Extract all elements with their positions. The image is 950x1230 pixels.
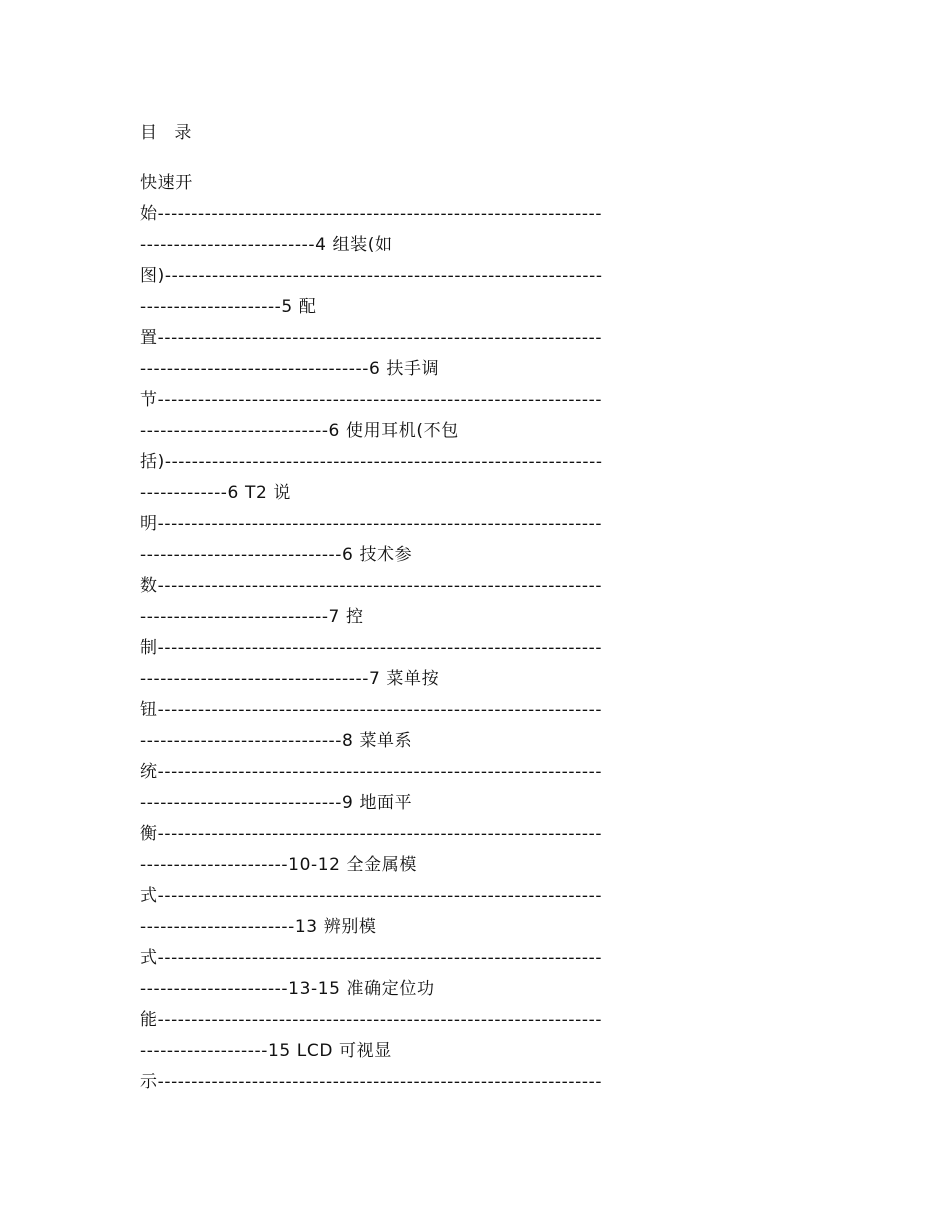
toc-list: [140, 168, 810, 1098]
toc-line: 始------------------------------------------------------------------: [140, 204, 603, 224]
toc-line: ---------------------5 配: [140, 297, 317, 317]
toc-line: -------------6 T2 说: [140, 483, 291, 503]
toc-line: 衡------------------------------------------------------------------: [140, 824, 603, 844]
toc-line: ----------------------------------7 菜单按: [140, 669, 440, 689]
toc-line: ----------------------------------6 扶手调: [140, 359, 440, 379]
toc-line: ----------------------------6 使用耳机(不包: [140, 421, 459, 441]
toc-line: 数------------------------------------------------------------------: [140, 576, 603, 596]
toc-line: ------------------------------9 地面平: [140, 793, 413, 813]
toc-line: 式------------------------------------------------------------------: [140, 886, 603, 906]
toc-line: 括)-----------------------------------------------------------------: [140, 452, 603, 472]
toc-line: ----------------------10-12 全金属模: [140, 855, 417, 875]
toc-line: 制------------------------------------------------------------------: [140, 638, 603, 658]
toc-line: ------------------------------6 技术参: [140, 545, 413, 565]
toc-line: 节------------------------------------------------------------------: [140, 390, 603, 410]
toc-line: ----------------------------7 控: [140, 607, 364, 627]
toc-line: 置------------------------------------------------------------------: [140, 328, 603, 348]
toc-line: 明------------------------------------------------------------------: [140, 514, 603, 534]
toc-line: 统------------------------------------------------------------------: [140, 762, 603, 782]
toc-line: -------------------15 LCD 可视显: [140, 1041, 392, 1061]
toc-line: 能------------------------------------------------------------------: [140, 1010, 603, 1030]
toc-line: ------------------------------8 菜单系: [140, 731, 413, 751]
toc-page: [140, 118, 810, 1098]
toc-line: ----------------------13-15 准确定位功: [140, 979, 435, 999]
toc-line: 式------------------------------------------------------------------: [140, 948, 603, 968]
toc-line: 钮------------------------------------------------------------------: [140, 700, 603, 720]
toc-line: -----------------------13 辨别模: [140, 917, 377, 937]
toc-heading: 目 录: [140, 123, 198, 143]
toc-line: 快速开: [140, 173, 193, 193]
toc-line: 示------------------------------------------------------------------: [140, 1072, 603, 1092]
toc-line: --------------------------4 组装(如: [140, 235, 393, 255]
toc-line: 图)-----------------------------------------------------------------: [140, 266, 603, 286]
